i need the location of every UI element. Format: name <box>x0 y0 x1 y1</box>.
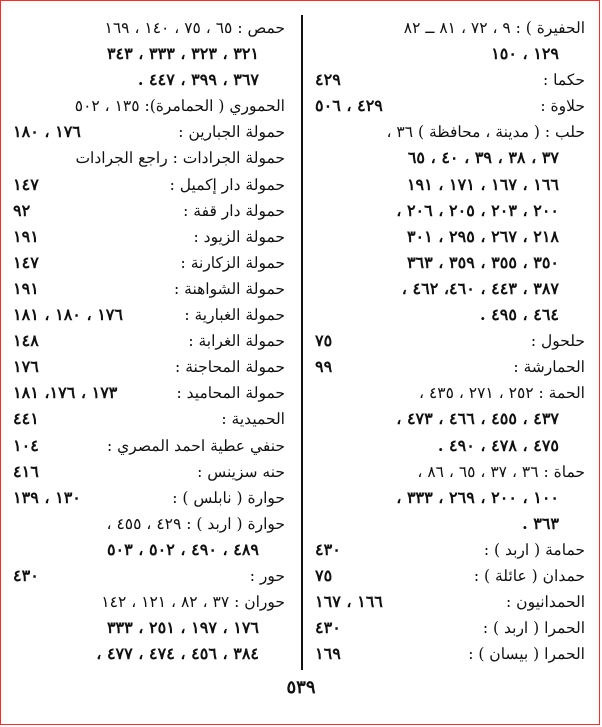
entry-page-refs: ٩٩ <box>315 357 333 377</box>
entry-text: ١٦٦ ، ١٦٧ ، ١٧١ ، ١٩١ <box>406 174 559 194</box>
entry-page-refs: ١٩١ <box>13 226 39 246</box>
index-entry <box>315 302 585 328</box>
entry-text: حنفي عطية احمد المصري : <box>106 436 285 455</box>
entry-text: حلاوة : <box>540 97 585 116</box>
index-entry <box>13 589 285 615</box>
index-entry <box>315 93 585 119</box>
entry-text: ١٢٩ ، ١٥٠ <box>491 44 559 64</box>
index-entry <box>315 380 585 406</box>
index-entry <box>315 67 585 93</box>
entry-text: ٣٦٣ . <box>522 513 559 533</box>
entry-text: حمولة دار إكميل : <box>169 175 285 194</box>
entry-text: الحمدانيون : <box>506 593 585 612</box>
entry-text: حمولة الغرابة : <box>188 332 285 351</box>
entry-text: ٢٠٠ ، ٢٠٣ ، ٢٠٥ ، ٢٠٦ ، <box>396 200 559 220</box>
index-entry <box>315 172 585 198</box>
index-entry <box>13 380 285 406</box>
index-entry <box>315 15 585 41</box>
index-entry <box>13 41 285 67</box>
entry-text: حلحول : <box>530 332 585 351</box>
entry-text: ١٠٠ ، ٢٠٠ ، ٢٦٩ ، ٣٣٣ ، <box>396 487 559 507</box>
entry-text: ٣٢١ ، ٣٢٣ ، ٣٣٣ ، ٣٤٣ <box>106 44 259 64</box>
entry-page-refs: ١٦٩ <box>315 644 341 664</box>
entry-text: حمدان ( عائلة ) : <box>473 566 585 585</box>
entry-text: حنه سزينس : <box>197 462 285 481</box>
index-entry <box>13 276 285 302</box>
index-entry <box>13 354 285 380</box>
index-entry <box>315 145 585 171</box>
entry-text: حمولة المحاميد : <box>176 384 285 403</box>
index-entry <box>13 93 285 119</box>
index-entry <box>13 250 285 276</box>
index-entry <box>315 641 585 667</box>
entry-page-refs: ٩٢ <box>13 200 31 220</box>
index-entry <box>315 250 585 276</box>
index-entry <box>13 433 285 459</box>
entry-text: الحمارشة : <box>513 358 585 377</box>
left-column <box>13 15 285 667</box>
index-entry <box>315 511 585 537</box>
index-entry <box>315 354 585 380</box>
entry-text: حوران : ٣٧ ، ٨٢ ، ١٢١ ، ١٤٢ <box>101 593 285 612</box>
entry-text: الحمة : ٢٥٢ ، ٢٧١ ، ٤٣٥ ، <box>419 384 585 403</box>
index-entry <box>13 119 285 145</box>
entry-page-refs: ١٩١ <box>13 278 39 298</box>
index-entry <box>13 328 285 354</box>
entry-text: الحفيرة ) : ٩ ، ٧٢ ، ٨١ ــ ٨٢ <box>403 19 585 37</box>
index-entry <box>315 615 585 641</box>
entry-text: حور : <box>249 566 285 585</box>
index-entry <box>13 198 285 224</box>
entry-text: ٣٧ ، ٣٨ ، ٣٩ ، ٤٠ ، ٦٥ <box>407 148 559 168</box>
entry-text: ٤٦٤ ، ٤٩٥ . <box>479 305 559 325</box>
entry-text: ٣٨٧ ، ٤٤٣ ، ٤٦٠، ٤٦٢ ، <box>401 278 559 298</box>
entry-page-refs: ٤٤١ <box>13 409 39 429</box>
column-divider <box>301 15 303 670</box>
entry-page-refs: ١٤٨ <box>13 331 39 351</box>
entry-page-refs: ٤٢٩ ، ٥٠٦ <box>315 96 383 116</box>
entry-text: الحمرا ( اربد ) : <box>482 619 585 638</box>
index-entry <box>13 224 285 250</box>
index-entry <box>13 485 285 511</box>
entry-text: حلب : ( مدينة ، محافظة ) ٣٦ ، <box>386 123 585 142</box>
index-entry <box>315 433 585 459</box>
index-entry <box>315 563 585 589</box>
entry-page-refs: ١٧٦ ، ١٨٠ <box>13 122 81 142</box>
entry-text: حمولة الزيود : <box>193 227 285 246</box>
entry-page-refs: ٧٥ <box>315 565 333 585</box>
index-entry <box>315 198 585 224</box>
entry-page-refs: ١٦٦ ، ١٦٧ <box>315 592 383 612</box>
entry-text: حمولة المحاجنة : <box>175 358 285 377</box>
entry-text: ٤٧٥ ، ٤٧٨ ، ٤٩٠ . <box>437 435 559 455</box>
entry-text: الحموري ( الحمامرة): ١٣٥ ، ٥٠٢ <box>74 97 285 116</box>
entry-page-refs: ١٤٧ <box>13 252 39 272</box>
entry-page-refs: ٤٣٠ <box>315 618 341 638</box>
entry-text: ٣٨٤ ، ٤٥٦ ، ٤٧٤ ، ٤٧٧ ، <box>96 644 259 664</box>
entry-page-refs: ٤٣٠ <box>13 565 39 585</box>
entry-page-refs: ٤٢٩ <box>315 70 341 90</box>
entry-page-refs: ٧٥ <box>315 331 333 351</box>
index-entry <box>13 172 285 198</box>
index-entry <box>315 224 585 250</box>
entry-text: الحميدية : <box>221 410 285 429</box>
right-column <box>315 15 585 667</box>
index-entry <box>13 563 285 589</box>
entry-text: حمولة الجرادات : راجع الجرادات <box>75 149 285 168</box>
entry-text: حمولة الغبارية : <box>184 306 285 325</box>
index-entry <box>315 485 585 511</box>
index-entry <box>315 328 585 354</box>
entry-text: الحمرا ( بيسان ) : <box>468 645 585 664</box>
entry-page-refs: ١٧٦ <box>13 357 39 377</box>
entry-page-refs: ٤٣٠ <box>315 539 341 559</box>
index-entry <box>315 41 585 67</box>
index-entry <box>13 145 285 171</box>
index-entry <box>13 615 285 641</box>
index-entry <box>13 537 285 563</box>
page-number: ٥٣٩ <box>286 677 316 698</box>
entry-page-refs: ١٧٦ ، ١٨٠ ، ١٨١ <box>13 305 123 325</box>
index-entry <box>13 302 285 328</box>
entry-text: ٣٦٧ ، ٣٩٩ ، ٤٤٧ . <box>137 70 259 90</box>
index-entry <box>13 459 285 485</box>
entry-text: حوارة ( اربد ) : ٤٢٩ ، ٤٥٥ ، <box>106 514 285 533</box>
entry-text: حماة : ٣٦ ، ٣٧ ، ٦٥ ، ٨٦ ، <box>417 462 585 481</box>
entry-text: ٤٨٩ ، ٤٩٠ ، ٥٠٢ ، ٥٠٣ <box>106 539 259 559</box>
entry-page-refs: ١٣٠ ، ١٣٩ <box>13 487 81 507</box>
index-entry <box>13 406 285 432</box>
index-entry <box>315 459 585 485</box>
entry-text: حمولة الشواهنة : <box>174 279 285 298</box>
index-entry <box>13 511 285 537</box>
entry-page-refs: ١٧٣ ، ١٧٦، ١٨١ <box>13 383 118 403</box>
entry-page-refs: ١٤٧ <box>13 174 39 194</box>
entry-text: حمولة الجبارين : <box>178 123 285 142</box>
index-entry <box>13 641 285 667</box>
entry-text: حمامة ( اربد ) : <box>483 540 585 559</box>
entry-text: حمص : ٦٥ ، ٧٥ ، ١٤٠ ، ١٦٩ <box>104 19 285 37</box>
index-entry <box>315 406 585 432</box>
index-entry <box>315 119 585 145</box>
entry-text: حمولة الزكارنة : <box>180 253 285 272</box>
entry-text: ١٧٦ ، ١٩٧ ، ٢٥١ ، ٣٣٣ <box>106 618 259 638</box>
index-entry <box>315 276 585 302</box>
entry-text: ٣٥٠ ، ٣٥٥ ، ٣٥٩ ، ٣٦٣ <box>406 252 559 272</box>
entry-page-refs: ٤١٦ <box>13 461 39 481</box>
index-entry <box>13 67 285 93</box>
index-entry <box>315 537 585 563</box>
entry-text: حوارة ( نابلس ) : <box>172 488 285 507</box>
entry-text: ٢١٨ ، ٢٦٧ ، ٢٩٥ ، ٣٠١ <box>406 226 559 246</box>
index-entry <box>13 15 285 41</box>
entry-text: حمولة دار قفة : <box>183 201 285 220</box>
index-entry <box>315 589 585 615</box>
entry-text: حكما : <box>543 71 585 90</box>
entry-text: ٤٣٧ ، ٤٥٥ ، ٤٦٦ ، ٤٧٣ ، <box>396 409 559 429</box>
entry-page-refs: ١٠٤ <box>13 435 39 455</box>
